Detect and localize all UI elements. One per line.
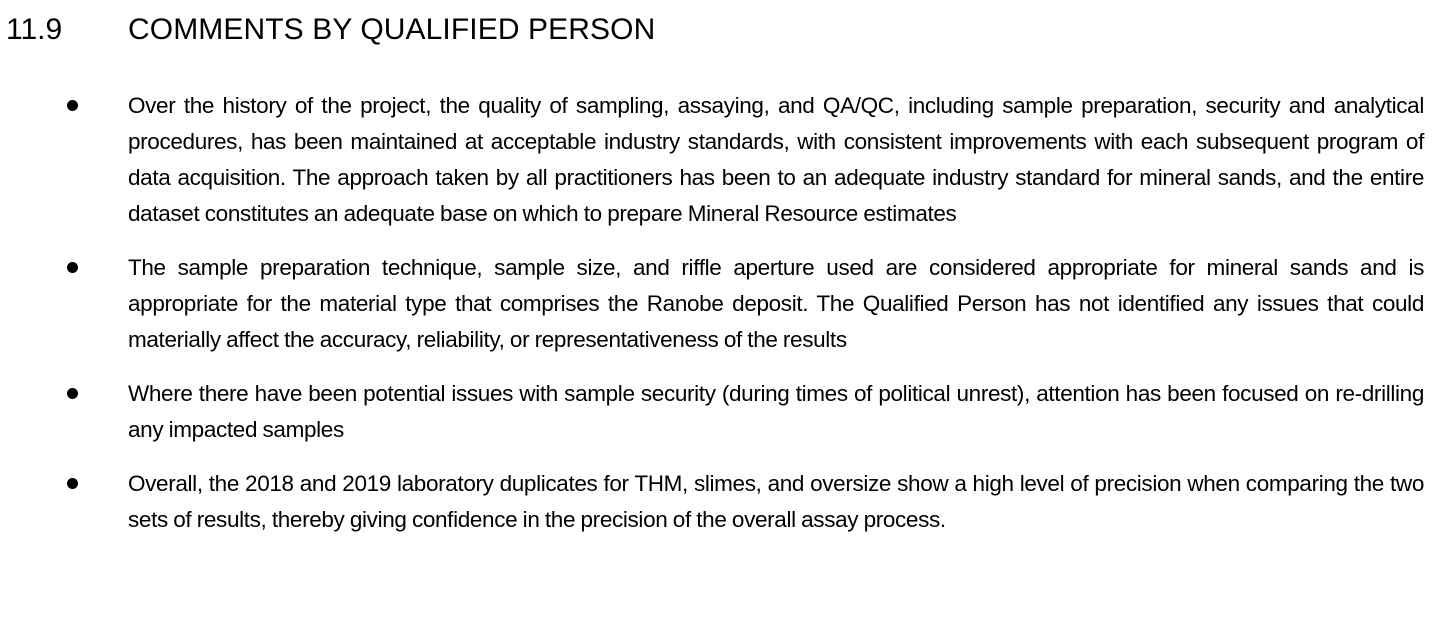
list-item (0, 466, 1442, 538)
bullet-icon (67, 478, 78, 489)
list-item (0, 250, 1442, 358)
list-item (0, 88, 1442, 232)
section-heading (6, 10, 1426, 50)
bullet-text: Where there have been potential issues with sample security (during times of political unrest), attention has been focused on re-drilling any impacted samples (128, 381, 1424, 442)
bullet-icon (67, 262, 78, 273)
section-number: 11.9 (6, 13, 63, 46)
list-item (0, 376, 1442, 448)
bullet-icon (67, 100, 78, 111)
bullet-list (0, 88, 1442, 556)
bullet-text: Over the history of the project, the quality of sampling, assaying, and QA/QC, including sample preparation, security and analytical procedures, has been maintained at acceptable industry standards, with consistent improvements with each subsequent program of data acquisition. The approach taken by all practitioners has been to an adequate industry standard for mineral sands, and the entire dataset constitutes an adequate base on which to prepare Mineral Resource estimates (128, 93, 1424, 226)
section-title: COMMENTS BY QUALIFIED PERSON (128, 13, 656, 46)
bullet-text: Overall, the 2018 and 2019 laboratory duplicates for THM, slimes, and oversize show a high level of precision when comparing the two sets of results, thereby giving confidence in the precision of the overall assay process. (128, 471, 1424, 532)
bullet-text: The sample preparation technique, sample size, and riffle aperture used are considered appropriate for mineral sands and is appropriate for the material type that comprises the Ranobe deposit. The Qualified Person has not identified any issues that could materially affect the accuracy, reliability, or representativeness of the results (128, 255, 1424, 352)
bullet-icon (67, 388, 78, 399)
